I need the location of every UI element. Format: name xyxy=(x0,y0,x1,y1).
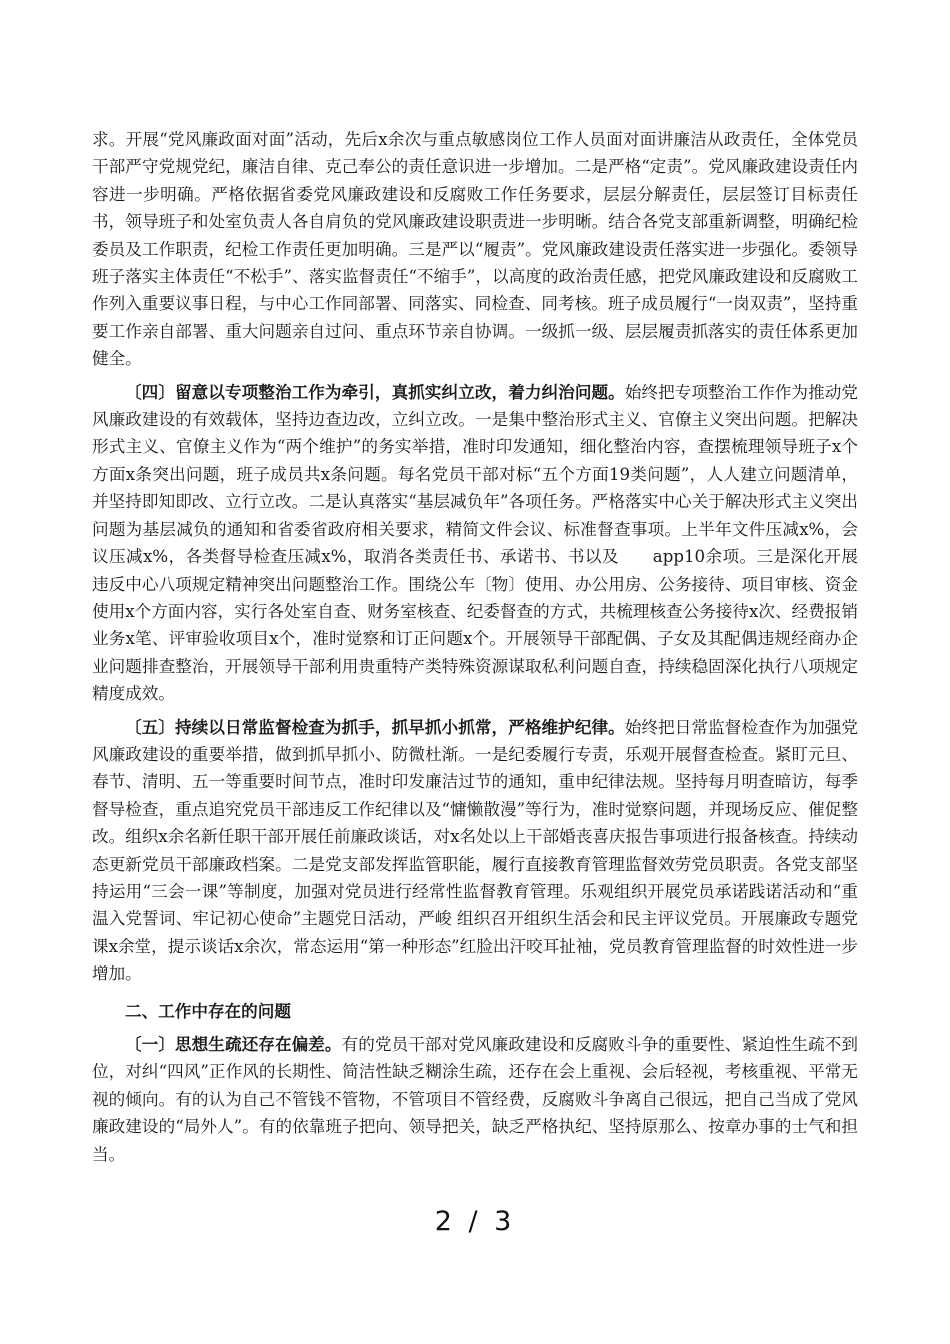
body-paragraph xyxy=(92,379,858,708)
paragraph-heading: 〔一〕思想生疏还存在偏差。 xyxy=(125,1034,342,1054)
paragraph-text: 始终把专项整治工作作为推动党风廉政建设的有效载体，坚持边查边改，立纠立改。一是集中整治形式主义、官僚主义突出问题。把解决形式主义、官僚主义作为“两个维护”的务实举措，准时印发通知，细化整治内容，查摆梳理领导班子x个方面x条突出问题，班子成员共x条问题。每名党员干部对标“五个方面19类问题”，人人建立问题清单，并坚持即知即改、立行立改。二是认真落实“基层减负年”各项任务。严格落实中心关于解决形式主义突出问题为基层减负的通知和省委省政府相关要求，精简文件会议、标准督查事项。上半年文件压减x%，会议压减x%，各类督导检查压减x%，取消各类责任书、承诺书、书以及 app10余项。三是深化开展违反中心八项规定精神突出问题整治工作。围绕公车〔物〕使用、办公用房、公务接待、项目审核、资金使用x个方面内容，实行各处室自查、财务室核查、纪委督查的方式，共梳理核查公务接待x次、经费报销业务x笔、评审验收项目x个，准时觉察和订正问题x个。开展领导干部配偶、子女及其配偶违规经商办企业问题排查整治，开展领导干部利用贵重特产类特殊资源谋取私利问题自查，持续稳固深化执行八项规定精度成效。 xyxy=(92,382,859,704)
paragraph-text: 有的党员干部对党风廉政建设和反腐败斗争的重要性、紧迫性生疏不到位，对纠“四风”正作风的长期性、简洁性缺乏糊涂生疏，还存在会上重视、会后轻视，考核重视、平常无视的倾向。有的认为自己不管钱不管物，不管项目不管经费，反腐败斗争离自己很远，把自己当成了党风廉政建设的“局外人”。有的依靠班子把向、领导把关，缺乏严格执纪、坚持原那么、按章办事的士气和担当。 xyxy=(92,1035,859,1164)
paragraph-heading: 〔四〕留意以专项整治工作为牵引，真抓实纠立改，着力纠治问题。 xyxy=(125,381,625,402)
paragraph-text: 始终把日常监督检查作为加强党风廉政建设的重要举措，做到抓早抓小、防微杜渐。一是纪委履行专责，乐观开展督查检查。紧盯元旦、春节、清明、五一等重要时间节点，准时印发廉洁过节的通知，重申纪律法规。坚持每月明查暗访，每季督导检查，重点追究党员干部违反工作纪律以及“慵懒散漫”等行为，准时觉察问题，并现场反应、催促整改。组织x余名新任职干部开展任前廉政谈话，对x名处以上干部婚丧喜庆报告事项进行报备核查。持续动态更新党员干部廉政档案。二是党支部发挥监管职能，履行直接教育管理监督效劳党员职责。各党支部坚持运用“三会一课”等制度，加强对党员进行经常性监督教育管理。乐观组织开展党员承诺践诺活动和“重温入党誓词、牢记初心使命”主题党日活动，严峻 组织召开组织生活会和民主评议党员。开展廉政专题党课x余堂，提示谈话x余次，常态运用“第一种形态”红脸出汗咬耳扯袖，党员教育管理监督的时效性进一步增加。 xyxy=(92,717,859,984)
page-number: 2 / 3 xyxy=(434,1206,516,1237)
paragraph-heading: 〔五〕持续以日常监督检查为抓手，抓早抓小抓常，严格维护纪律。 xyxy=(125,716,625,737)
body-paragraph xyxy=(92,714,858,988)
body-paragraph: 求。开展“党风廉政面对面”活动，先后x余次与重点敏感岗位工作人员面对面讲廉洁从政责任，全体党员干部严守党规党纪，廉洁自律、克己奉公的责任意识进一步增加。二是严格“定责”。党风廉政建设责任内容进一步明确。严格依据省委党风廉政建设和反腐败工作任务要求，层层分解责任，层层签订目标责任书，领导班子和处室负责人各自肩负的党风廉政建设职责进一步明晰。结合各党支部重新调整，明确纪检委员及工作职责，纪检工作责任更加明确。三是严以“履责”。党风廉政建设责任落实进一步强化。委领导班子落实主体责任“不松手”、落实监督责任“不缩手”，以高度的政治责任感，把党风廉政建设和反腐败工作列入重要议事日程，与中心工作同部署、同落实、同检查、同考核。班子成员履行“一岗双责”，坚持重要工作亲自部署、重大问题亲自过问、重点环节亲自协调。一级抓一级、层层履责抓落实的责任体系更加健全。 xyxy=(92,130,858,369)
document-page xyxy=(92,126,858,1168)
section-heading: 二、工作中存在的问题 xyxy=(125,1000,291,1021)
body-paragraph xyxy=(92,1031,858,1168)
